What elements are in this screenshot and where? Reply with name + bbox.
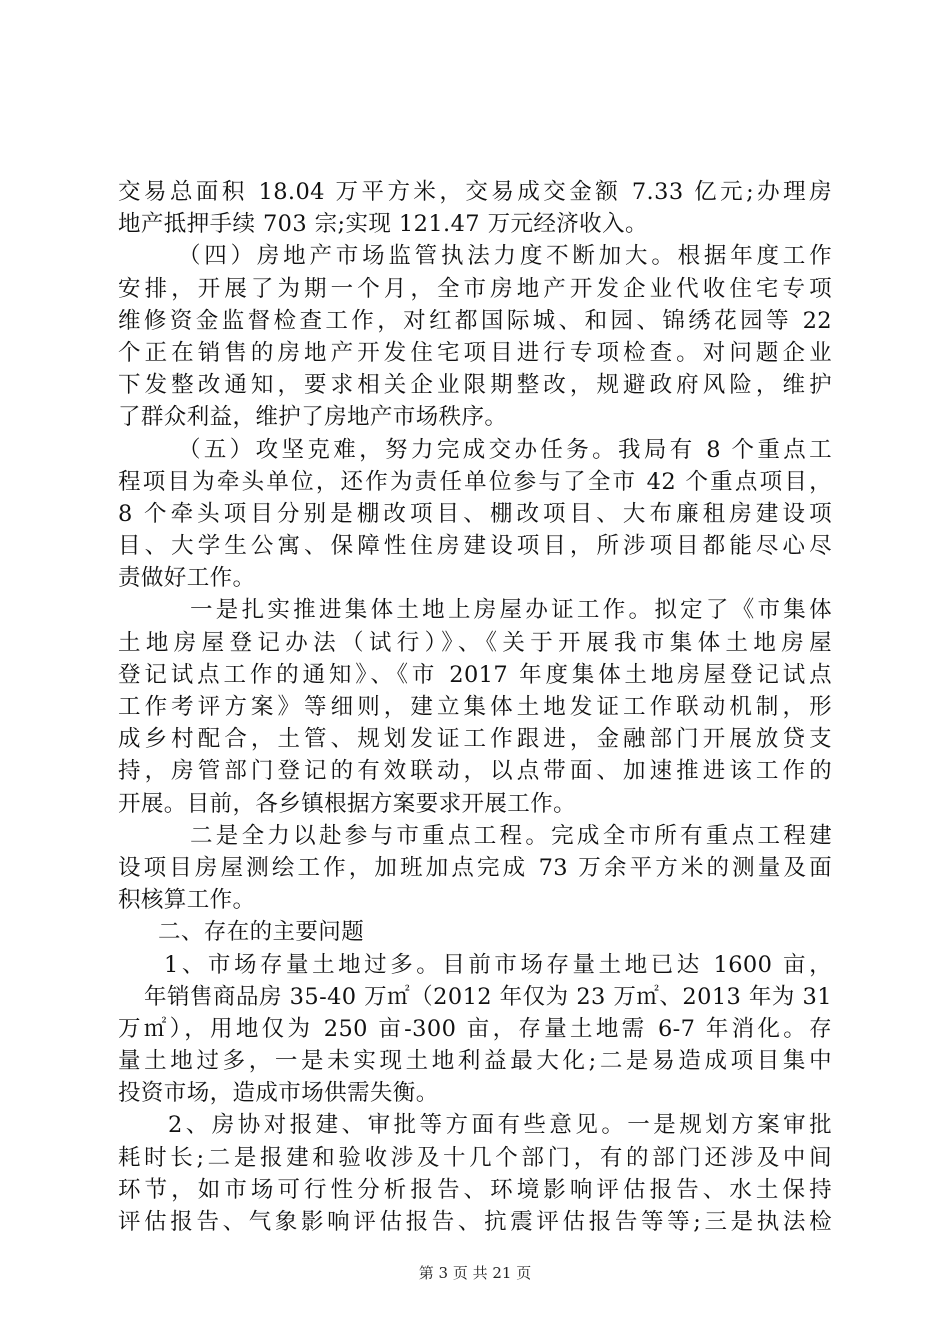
text-line: 评估报告、气象影响评估报告、抗震评估报告等等;三是执法检 — [118, 1209, 832, 1235]
text-line: 持，房管部门登记的有效联动，以点带面、加速推进该工作的 — [118, 758, 832, 785]
text-line: 2、房协对报建、审批等方面有些意见。一是规划方案审批 — [168, 1112, 832, 1139]
text-line: 了群众利益，维护了房地产市场秩序。 — [118, 404, 508, 431]
text-line: 开展。目前，各乡镇根据方案要求开展工作。 — [118, 790, 577, 817]
text-line: 二、存在的主要问题 — [158, 919, 365, 946]
text-line: 登记试点工作的通知》、《市 2017 年度集体土地房屋登记试点 — [118, 661, 832, 688]
text-line: 二是全力以赴参与市重点工程。完成全市所有重点工程建 — [190, 822, 832, 849]
text-line: 责做好工作。 — [118, 565, 256, 592]
text-line: （四）房地产市场监管执法力度不断加大。根据年度工作 — [178, 243, 832, 270]
text-line: 8 个牵头项目分别是棚改项目、棚改项目、大布廉租房建设项 — [118, 500, 832, 527]
text-line: 个正在销售的房地产开发住宅项目进行专项检查。对问题企业 — [118, 339, 832, 366]
text-line: 目、大学生公寓、保障性住房建设项目，所涉项目都能尽心尽 — [118, 533, 832, 560]
text-line: 量土地过多，一是未实现土地利益最大化;二是易造成项目集中 — [118, 1048, 832, 1075]
text-line: 维修资金监督检查工作，对红都国际城、和园、锦绣花园等 22 — [118, 307, 832, 334]
text-line: 投资市场，造成市场供需失衡。 — [118, 1080, 439, 1107]
text-line: 交易总面积 18.04 万平方米，交易成交金额 7.33 亿元;办理房 — [118, 179, 832, 205]
page-footer: 第 3 页 共 21 页 — [418, 1264, 532, 1282]
text-line: 安排，开展了为期一个月，全市房地产开发企业代收住宅专项 — [118, 275, 832, 302]
text-line: 万㎡），用地仅为 250 亩-300 亩，存量土地需 6-7 年消化。存 — [118, 1015, 832, 1042]
text-line: 程项目为牵头单位，还作为责任单位参与了全市 42 个重点项目， — [118, 468, 832, 495]
document-body — [118, 176, 832, 1238]
text-line: 积核算工作。 — [118, 887, 256, 914]
text-line: 土地房屋登记办法（试行）》、《关于开展我市集体土地房屋 — [118, 629, 832, 656]
text-line: 工作考评方案》等细则，建立集体土地发证工作联动机制，形 — [118, 694, 832, 720]
text-line: 地产抵押手续 703 宗;实现 121.47 万元经济收入。 — [118, 211, 648, 238]
text-line: 成乡村配合，土管、规划发证工作跟进，金融部门开展放贷支 — [118, 726, 832, 753]
text-line: 设项目房屋测绘工作，加班加点完成 73 万余平方米的测量及面 — [118, 854, 832, 881]
text-line: 1、市场存量土地过多。目前市场存量土地已达 1600 亩， — [164, 951, 832, 978]
text-line: 年销售商品房 35-40 万㎡（2012 年仅为 23 万㎡、2013 年为 31 — [144, 983, 832, 1010]
text-line: 环节，如市场可行性分析报告、环境影响评估报告、水土保持 — [118, 1176, 832, 1203]
text-line: 下发整改通知，要求相关企业限期整改，规避政府风险，维护 — [118, 372, 832, 399]
text-line: 耗时长;二是报建和验收涉及十几个部门，有的部门还涉及中间 — [118, 1144, 832, 1171]
text-line: 一是扎实推进集体土地上房屋办证工作。拟定了《市集体 — [190, 597, 832, 624]
text-line: （五）攻坚克难，努力完成交办任务。我局有 8 个重点工 — [178, 436, 832, 463]
